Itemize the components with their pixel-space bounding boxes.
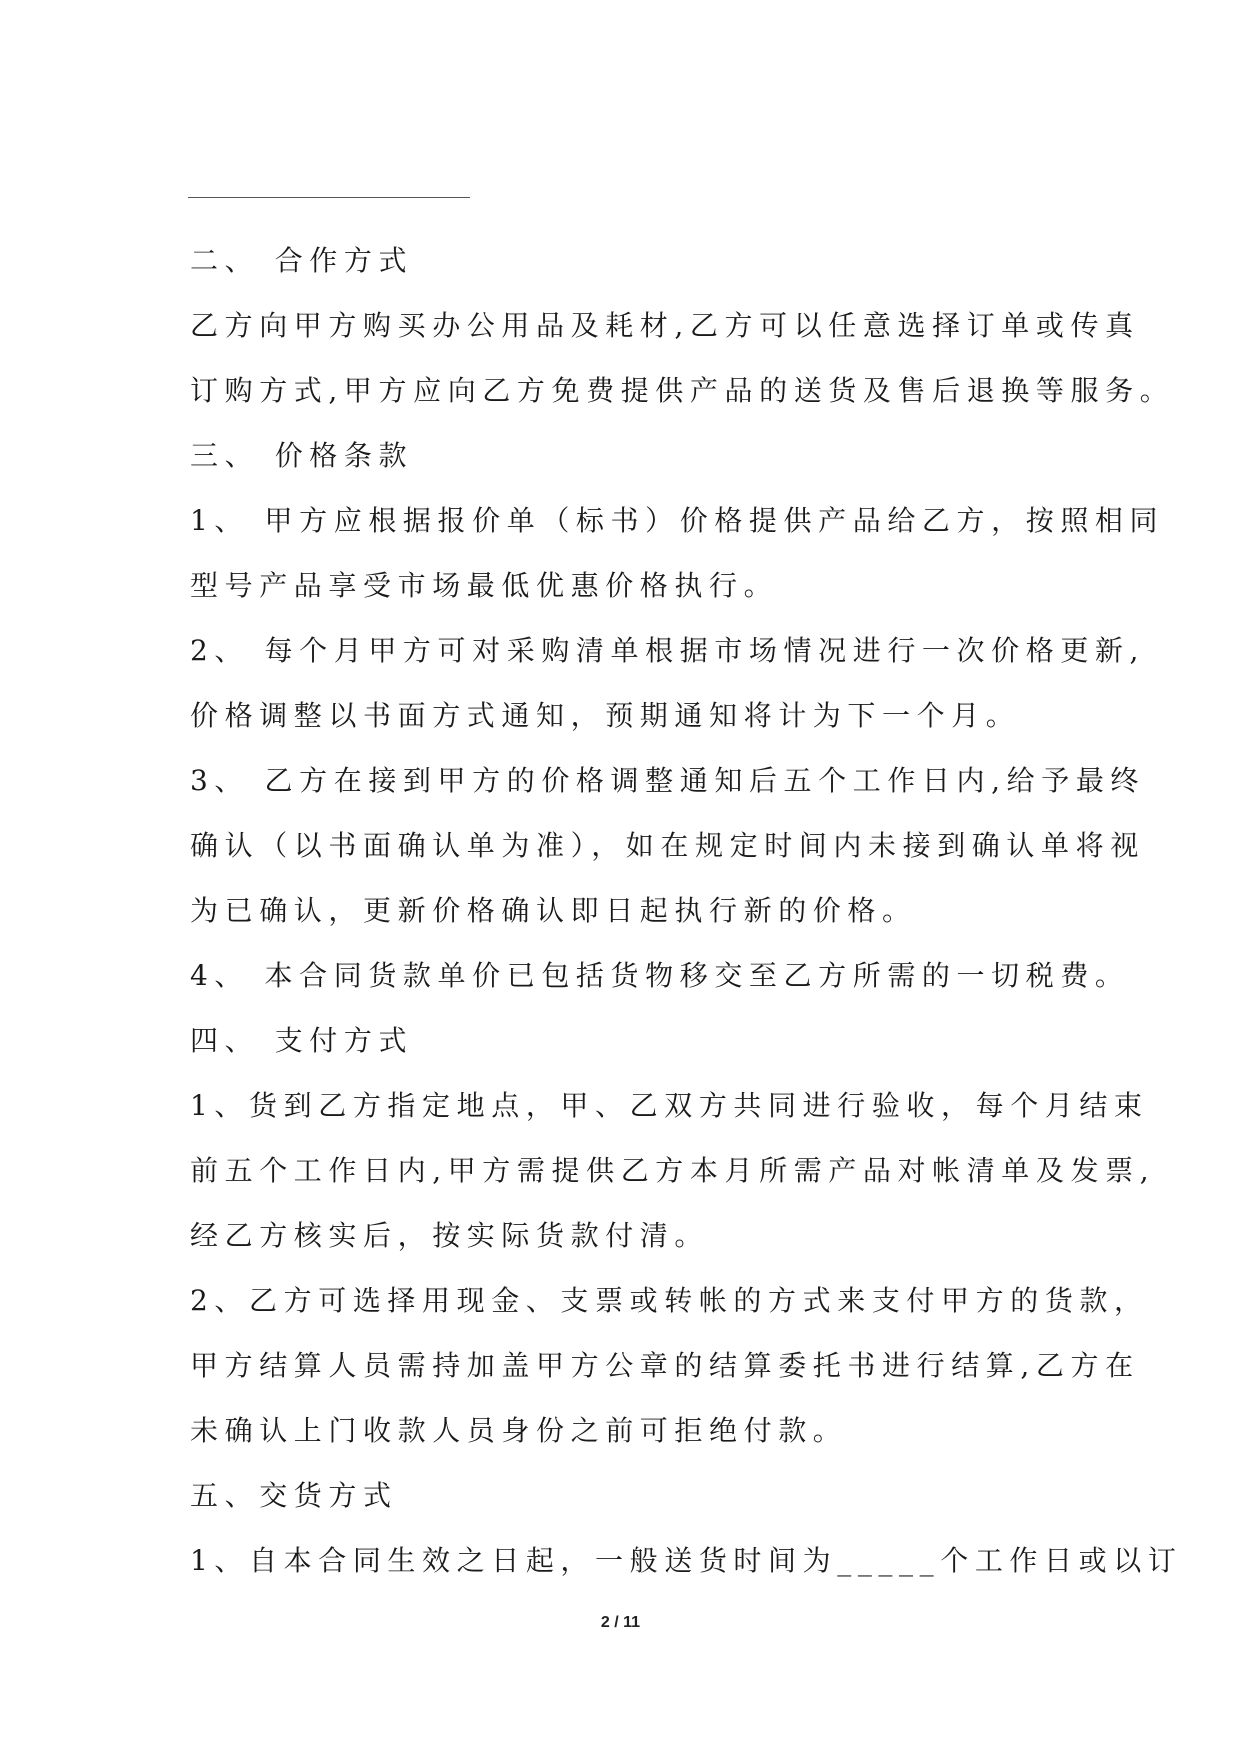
page-number: 2 / 11 [600, 1614, 641, 1631]
paragraph-line: 为已确认，更新价格确认即日起执行新的价格。 [190, 894, 917, 927]
paragraph-line: 乙方向甲方购买办公用品及耗材,乙方可以任意选择订单或传真 [190, 309, 1140, 342]
paragraph-line: 确认（以书面确认单为准），如在规定时间内未接到确认单将视 [190, 829, 1145, 862]
paragraph-line: 未确认上门收款人员身份之前可拒绝付款。 [190, 1414, 848, 1447]
paragraph-line: 订购方式,甲方应向乙方免费提供产品的送货及售后退换等服务。 [190, 374, 1175, 407]
paragraph-line: 2、乙方可选择用现金、支票或转帐的方式来支付甲方的货款， [190, 1284, 1149, 1317]
section-heading-payment: 四、 支付方式 [190, 1024, 414, 1057]
paragraph-line: 4、 本合同货款单价已包括货物移交至乙方所需的一切税费。 [190, 959, 1130, 992]
paragraph-line: 价格调整以书面方式通知，预期通知将计为下一个月。 [190, 699, 1021, 732]
paragraph-line: 1、货到乙方指定地点，甲、乙双方共同进行验收，每个月结束 [190, 1089, 1149, 1122]
paragraph-line: 2、 每个月甲方可对采购清单根据市场情况进行一次价格更新, [190, 634, 1146, 667]
paragraph-line: 1、 甲方应根据报价单（标书）价格提供产品给乙方，按照相同 [190, 504, 1165, 537]
paragraph-line: 型号产品享受市场最低优惠价格执行。 [190, 569, 779, 602]
paragraph-line: 3、 乙方在接到甲方的价格调整通知后五个工作日内,给予最终 [190, 764, 1146, 797]
section-heading-cooperation: 二、 合作方式 [190, 244, 414, 277]
paragraph-line: 前五个工作日内,甲方需提供乙方本月所需产品对帐清单及发票, [190, 1154, 1156, 1187]
paragraph-line: 甲方结算人员需持加盖甲方公章的结算委托书进行结算,乙方在 [190, 1349, 1140, 1382]
section-heading-delivery: 五、交货方式 [190, 1479, 398, 1512]
top-rule-line [188, 197, 470, 198]
paragraph-line: 1、自本合同生效之日起，一般送货时间为_____个工作日或以订 [190, 1544, 1183, 1577]
paragraph-line: 经乙方核实后，按实际货款付清。 [190, 1219, 710, 1252]
section-heading-price: 三、 价格条款 [190, 439, 414, 472]
document-body [190, 228, 1183, 1593]
